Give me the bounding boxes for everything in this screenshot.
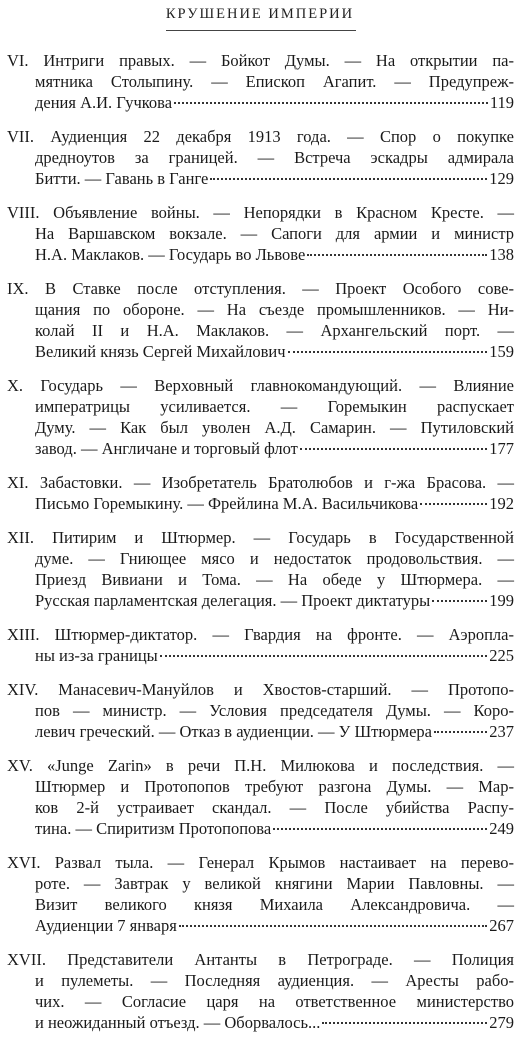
running-header: КРУШЕНИЕ ИМПЕРИИ bbox=[165, 6, 355, 22]
toc-entry-line: и неожиданный отъезд. — Оборвалось... bbox=[35, 1013, 321, 1032]
toc-entry bbox=[7, 852, 514, 936]
toc-entry-line: ны из-за границы bbox=[35, 646, 158, 665]
toc-entry bbox=[7, 278, 514, 362]
toc-entry bbox=[7, 679, 514, 742]
toc-entry-line: VIII. Объявление войны. — Непорядки в Красном Кресте. — bbox=[7, 203, 514, 222]
toc-entry-line: пов — министр. — Условия председателя Думы. — Коро- bbox=[35, 701, 514, 720]
toc-entry bbox=[7, 624, 514, 666]
toc-entry-line: X. Государь — Верховный главнокомандующий. — Влияние bbox=[7, 376, 514, 395]
toc-entry-line: Русская парламентская делегация. — Проект диктатуры bbox=[35, 591, 431, 610]
toc-entry-line: Думу. — Как был уволен А.Д. Самарин. — Путиловский bbox=[35, 418, 514, 437]
toc-entry-line: дения А.И. Гучкова bbox=[35, 93, 173, 112]
toc-entry-line: Н.А. Маклаков. — Государь во Львове bbox=[35, 245, 306, 264]
toc-entry-line: щания по обороне. — На съезде промышленников. — Ни- bbox=[35, 300, 514, 319]
dot-leader bbox=[179, 925, 487, 927]
toc-entry-line: ков 2-й устраивает скандал. — После убийства Распу- bbox=[35, 798, 514, 817]
toc-entry-line: XIII. Штюрмер-диктатор. — Гвардия на фронте. — Аэропла- bbox=[7, 625, 514, 644]
toc-entry-last-line bbox=[7, 341, 514, 362]
toc-entry-line: XV. «Junge Zarin» в речи П.Н. Милюкова и последствия. — bbox=[7, 756, 514, 775]
toc-entry-line: XVI. Развал тыла. — Генерал Крымов настаивает на перево- bbox=[7, 853, 514, 872]
page-number: 192 bbox=[489, 494, 514, 513]
toc-entry bbox=[7, 949, 514, 1033]
page-number: 129 bbox=[489, 169, 514, 188]
toc-entry-line: Великий князь Сергей Михайлович bbox=[35, 342, 286, 361]
toc-entry-last-line bbox=[7, 168, 514, 189]
toc-entry-last-line bbox=[7, 818, 514, 839]
toc-entry-line: левич греческий. — Отказ в аудиенции. — У Штюрмера bbox=[35, 722, 432, 741]
toc-entry-line: XI. Забастовки. — Изобретатель Братолюбов и г-жа Брасова. — bbox=[7, 473, 514, 492]
page-number: 119 bbox=[489, 93, 514, 112]
page-number: 279 bbox=[489, 1013, 514, 1032]
dot-leader bbox=[288, 351, 488, 353]
toc-entry-last-line bbox=[7, 92, 514, 113]
toc-entry bbox=[7, 202, 514, 265]
page-number: 159 bbox=[489, 342, 514, 361]
toc-entry-last-line bbox=[7, 438, 514, 459]
dot-leader bbox=[322, 1022, 487, 1024]
toc-entry-last-line bbox=[7, 244, 514, 265]
toc-entry-line: и пулеметы. — Последняя аудиенция. — Аресты рабо- bbox=[35, 971, 514, 990]
toc-entry-line: VII. Аудиенция 22 декабря 1913 года. — Спор о покупке bbox=[7, 127, 514, 146]
toc-entry-line: дредноутов за границей. — Встреча эскадры адмирала bbox=[35, 148, 514, 167]
toc-entry-line: Письмо Горемыкину. — Фрейлина М.А. Васильчикова bbox=[35, 494, 419, 513]
toc-entry bbox=[7, 527, 514, 611]
toc-entry bbox=[7, 755, 514, 839]
toc-entry-line: думе. — Гниющее мясо и недостаток продовольствия. — bbox=[35, 549, 514, 568]
toc-entry-line: Штюрмер и Протопопов требуют разгона Думы. — Мар- bbox=[35, 777, 514, 796]
toc-entry-line: колай II и Н.А. Маклаков. — Архангельский порт. — bbox=[35, 321, 514, 340]
page-number: 237 bbox=[489, 722, 514, 741]
toc-entry-last-line bbox=[7, 721, 514, 742]
dot-leader bbox=[273, 828, 487, 830]
page-number: 199 bbox=[489, 591, 514, 610]
toc-entry-line: XIV. Манасевич-Мануйлов и Хвостов-старший. — Протопо- bbox=[7, 680, 514, 699]
page-number: 267 bbox=[489, 916, 514, 935]
toc-entry-line: чих. — Согласие царя на ответственное министерство bbox=[35, 992, 514, 1011]
toc-entry-line: Визит великого князя Михаила Александровича. — bbox=[35, 895, 514, 914]
toc-entry-line: XII. Питирим и Штюрмер. — Государь в Государственной bbox=[7, 528, 514, 547]
page-number: 177 bbox=[489, 439, 514, 458]
toc-entry-last-line bbox=[7, 645, 514, 666]
toc-entry-line: VI. Интриги правых. — Бойкот Думы. — На открытии па- bbox=[7, 51, 514, 70]
toc-entry-last-line bbox=[7, 915, 514, 936]
toc-entry-last-line bbox=[7, 590, 514, 611]
toc-entry bbox=[7, 126, 514, 189]
dot-leader bbox=[160, 655, 487, 657]
toc-entry-line: IX. В Ставке после отступления. — Проект Особого сове- bbox=[7, 279, 514, 298]
toc-entry bbox=[7, 50, 514, 113]
page-number: 225 bbox=[489, 646, 514, 665]
toc-entry-last-line bbox=[7, 1012, 514, 1033]
dot-leader bbox=[307, 254, 487, 256]
dot-leader bbox=[210, 178, 487, 180]
toc-entry-last-line bbox=[7, 493, 514, 514]
toc-entry-line: На Варшавском вокзале. — Сапоги для армии и министр bbox=[35, 224, 514, 243]
toc-entry-line: императрицы усиливается. — Горемыкин распускает bbox=[35, 397, 514, 416]
toc-entry-line: Битти. — Гавань в Ганге bbox=[35, 169, 209, 188]
dot-leader bbox=[434, 731, 487, 733]
dot-leader bbox=[174, 102, 488, 104]
dot-leader bbox=[420, 503, 487, 505]
toc-entry-line: завод. — Англичане и торговый флот bbox=[35, 439, 298, 458]
page-number: 138 bbox=[489, 245, 514, 264]
toc-entry-line: роте. — Завтрак у великой княгини Марии Павловны. — bbox=[35, 874, 514, 893]
toc-entry bbox=[7, 472, 514, 514]
toc-entry-line: мятника Столыпину. — Епископ Агапит. — Предупреж- bbox=[35, 72, 514, 91]
toc-entry bbox=[7, 375, 514, 459]
dot-leader bbox=[432, 600, 487, 602]
toc-entry-line: XVII. Представители Антанты в Петрограде. — Полиция bbox=[7, 950, 514, 969]
toc-entry-line: Аудиенции 7 января bbox=[35, 916, 177, 935]
toc-entry-line: Приезд Вивиани и Тома. — На обеде у Штюрмера. — bbox=[35, 570, 514, 589]
toc-entry-line: тина. — Спиритизм Протопопова bbox=[35, 819, 272, 838]
dot-leader bbox=[300, 448, 487, 450]
page-number: 249 bbox=[489, 819, 514, 838]
table-of-contents bbox=[0, 50, 520, 1046]
header-rule bbox=[166, 30, 356, 31]
